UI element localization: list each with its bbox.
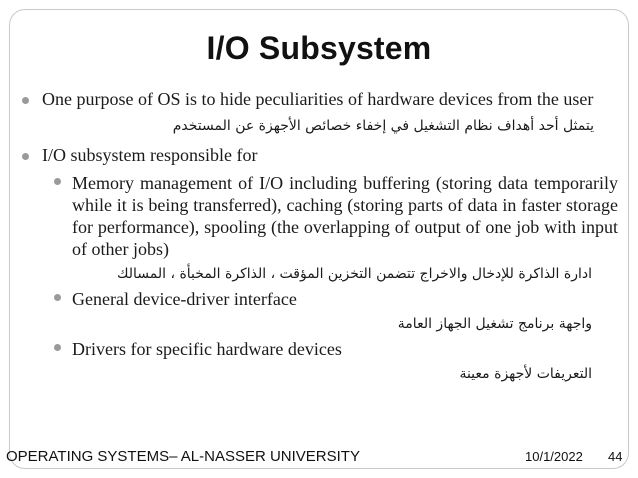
sub-bullet-item [18,288,618,310]
sub-bullet-text: Drivers for specific hardware devices [72,339,342,359]
sub-bullet-item [18,172,618,260]
bullet-item [18,88,618,110]
arabic-translation: يتمثل أحد أهداف نظام التشغيل في إخفاء خصائص الأجهزة عن المستخدم [172,118,594,134]
sub-bullet-item [18,338,618,360]
footer-date: 10/1/2022 [525,449,583,464]
bullet-dot-icon [22,153,29,160]
bullet-text: One purpose of OS is to hide peculiarities of hardware devices from the user [42,89,594,109]
sub-bullet-dot-icon [54,344,61,351]
sub-bullet-text: Memory management of I/O including buffering (storing data temporarily while it is being transferred), caching (storing parts of data in faster storage for performance), spooling (the overlapping of output of one job with input of other jobs) [72,173,618,259]
sub-bullet-dot-icon [54,178,61,185]
page-number: 44 [608,449,623,464]
arabic-translation: ادارة الذاكرة للإدخال والاخراج تتضمن التخزين المؤقت ، الذاكرة المخبأة ، المسالك [116,266,592,282]
bullet-dot-icon [22,97,29,104]
bullet-item [18,144,618,166]
arabic-translation: واجهة برنامج تشغيل الجهاز العامة [397,316,592,332]
slide-title: I/O Subsystem [206,30,432,66]
sub-bullet-dot-icon [54,294,61,301]
sub-bullet-text: General device-driver interface [72,289,297,309]
slide-content [18,88,618,384]
footer-course: OPERATING SYSTEMS– AL-NASSER UNIVERSITY [6,448,360,465]
arabic-translation: التعريفات لأجهزة معينة [459,366,592,382]
bullet-text: I/O subsystem responsible for [42,145,258,165]
